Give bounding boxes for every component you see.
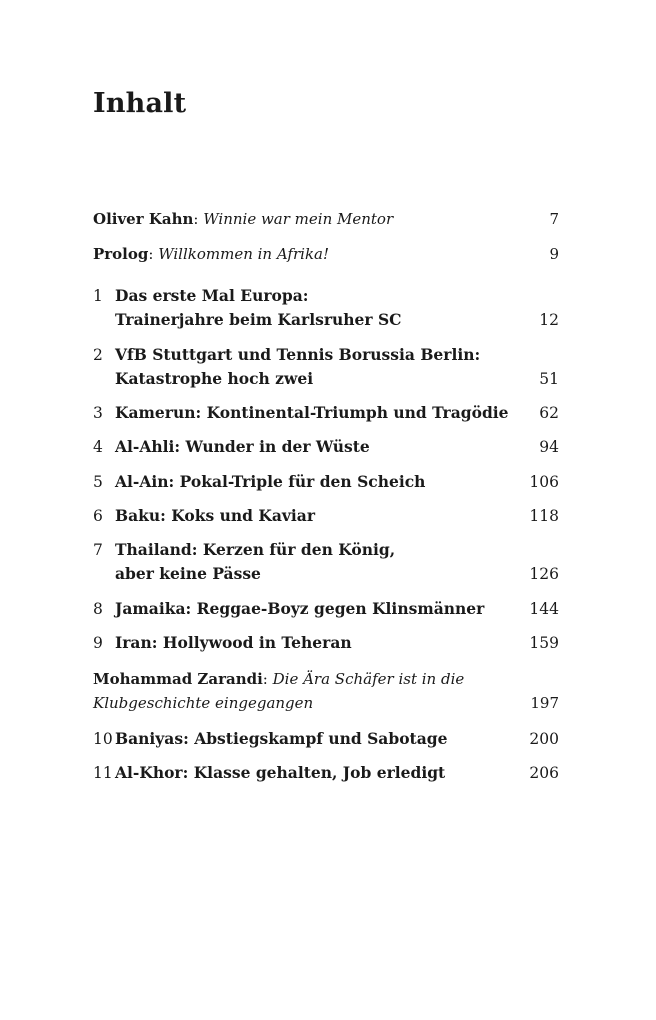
chapter-title-line: Baniyas: Abstiegskampf und Sabotage [115, 729, 448, 748]
chapter-title-line: Trainerjahre beim Karlsruher SC [115, 310, 402, 329]
book-page [93, 0, 559, 1020]
entry-page-number: 118 [529, 507, 559, 525]
chapter-number: 8 [93, 600, 103, 618]
chapter-number: 11 [93, 764, 113, 782]
entry-subtitle: Die Ära Schäfer ist in die [272, 670, 465, 688]
entry-page-number: 7 [549, 210, 559, 228]
chapter-number: 1 [93, 287, 103, 305]
entry-subtitle-line: Klubgeschichte eingegangen [93, 694, 314, 712]
toc-entry-zarandi [93, 667, 559, 715]
entry-separator: : [193, 210, 204, 228]
chapter-title-line: Thailand: Kerzen für den König, [115, 540, 396, 559]
entry-page-number: 206 [529, 764, 559, 782]
toc-entry-chapter-9 [93, 631, 559, 655]
entry-page-number: 62 [539, 404, 559, 422]
entry-page-number: 144 [529, 600, 559, 618]
entry-page-number: 159 [529, 634, 559, 652]
entry-subtitle: Winnie war mein Mentor [203, 210, 394, 228]
chapter-title-line: VfB Stuttgart und Tennis Borussia Berlin: [115, 345, 481, 364]
toc-entry-kahn [93, 207, 559, 231]
entry-separator: : [148, 245, 159, 263]
entry-page-number: 51 [539, 370, 559, 388]
entry-page-number: 12 [539, 311, 559, 329]
chapter-title-line: Al-Khor: Klasse gehalten, Job erledigt [115, 763, 446, 782]
entry-page-number: 126 [529, 565, 559, 583]
chapter-number: 3 [93, 404, 103, 422]
entry-author: Mohammad Zarandi [93, 670, 263, 688]
toc-entry-chapter-10 [93, 727, 559, 751]
entry-page-number: 9 [549, 245, 559, 263]
toc-entry-chapter-11 [93, 761, 559, 785]
entry-page-number: 200 [529, 730, 559, 748]
chapter-title-line: Kamerun: Kontinental-Triumph und Tragödie [115, 403, 509, 422]
chapter-title-line: Iran: Hollywood in Teheran [115, 633, 352, 652]
chapter-title-line: Jamaika: Reggae-Boyz gegen Klinsmänner [115, 599, 485, 618]
chapter-number: 2 [93, 346, 103, 364]
chapter-number: 10 [93, 730, 113, 748]
toc-entry-chapter-5 [93, 470, 559, 494]
chapter-title-line: Katastrophe hoch zwei [115, 369, 314, 388]
toc-entry-chapter-2 [93, 343, 559, 391]
toc-entry-chapter-1 [93, 284, 559, 332]
toc-entry-chapter-8 [93, 597, 559, 621]
chapter-title-line: Baku: Koks und Kaviar [115, 506, 315, 525]
toc-entry-prolog [93, 242, 559, 266]
page-title: Inhalt [93, 88, 187, 119]
entry-page-number: 94 [539, 438, 559, 456]
chapter-title-line: Al-Ahli: Wunder in der Wüste [115, 437, 370, 456]
entry-author: Oliver Kahn [93, 210, 194, 228]
chapter-number: 7 [93, 541, 103, 559]
toc-entry-chapter-7 [93, 538, 559, 586]
chapter-number: 9 [93, 634, 103, 652]
entry-page-number: 197 [530, 694, 559, 712]
entry-page-number: 106 [529, 473, 559, 491]
toc-entry-chapter-4 [93, 435, 559, 459]
entry-subtitle: Willkommen in Afrika! [158, 245, 330, 263]
chapter-number: 4 [93, 438, 103, 456]
entry-author: Prolog [93, 245, 149, 263]
chapter-title-line: Das erste Mal Europa: [115, 286, 309, 305]
chapter-number: 5 [93, 473, 103, 491]
chapter-number: 6 [93, 507, 103, 525]
entry-separator: : [262, 670, 273, 688]
chapter-title-line: Al-Ain: Pokal-Triple für den Scheich [115, 472, 426, 491]
chapter-title-line: aber keine Pässe [115, 564, 261, 583]
toc-entry-chapter-6 [93, 504, 559, 528]
toc-entry-chapter-3 [93, 401, 559, 425]
